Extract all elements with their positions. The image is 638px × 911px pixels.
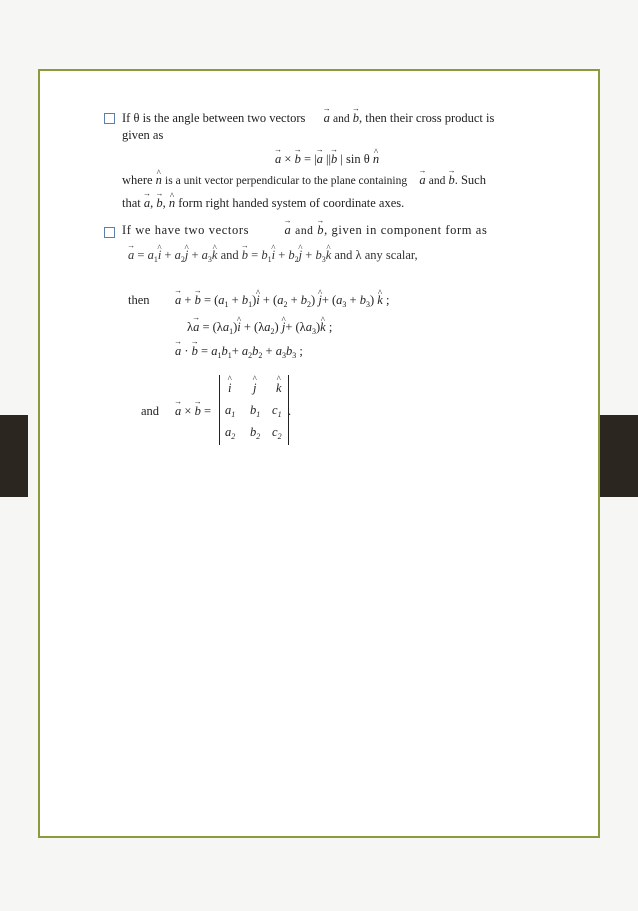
determinant: i ^ j ^ k ^ $a_1$ $b_1$ $c_1$ $a_2$ $b_2$ $c_2$ — [219, 375, 289, 445]
vector-b: b → — [353, 110, 359, 126]
determinant-period: . — [288, 404, 292, 418]
checkbox-outline-icon — [104, 113, 115, 124]
text: , then their cross product is — [358, 111, 495, 125]
bullet2-line1: If we have two vectors a → and b →, given in component form as — [122, 222, 487, 239]
and-label: and — [141, 404, 160, 418]
sum-formula: a → + b → = $(a_1 + b_1)i$ ^ + $(a_2 + b_2)$ j ^+ $(a_3 + b_3)$ k ^ ; — [175, 292, 389, 308]
text: If θ is the angle between two vectors — [122, 111, 306, 125]
left-binder-tab — [0, 415, 28, 497]
component-form: a → = $a_1i$ ^ + $a_2j$ ^ + $a_3k$ ^ and b → = $b_1i$ ^ + $b_2j$ ^ + $b_3k$ ^ and λ any scalar, — [128, 247, 418, 263]
bullet1-line1 — [122, 110, 494, 127]
scalar-multiple-formula: λa → = $(\lambda a_1)i$ ^ + $(\lambda a_2)$ j ^+ $(\lambda a_3)k$ ^ ; — [187, 319, 332, 335]
text: and — [332, 113, 350, 125]
vector-a: a → — [324, 110, 330, 126]
cross-product-lhs: a → × b → = — [175, 403, 211, 419]
bullet1-that-line: that a →, b →, n ^ form right handed system of coordinate axes. — [122, 195, 404, 211]
bullet1-where-line: where n ^ is a unit vector perpendicular to the plane containing a → and b →. Such — [122, 172, 486, 189]
cross-product-formula: a → × b → = |a → ||b → | sin θ n ^ — [275, 151, 379, 167]
checkbox-outline-icon — [104, 227, 115, 238]
dot-product-formula: a → · b → = $a_1b_1+ a_2b_2 + a_3b_3$ ; — [175, 343, 303, 359]
then-label: then — [128, 293, 150, 307]
bullet1-line2: given as — [122, 128, 164, 142]
